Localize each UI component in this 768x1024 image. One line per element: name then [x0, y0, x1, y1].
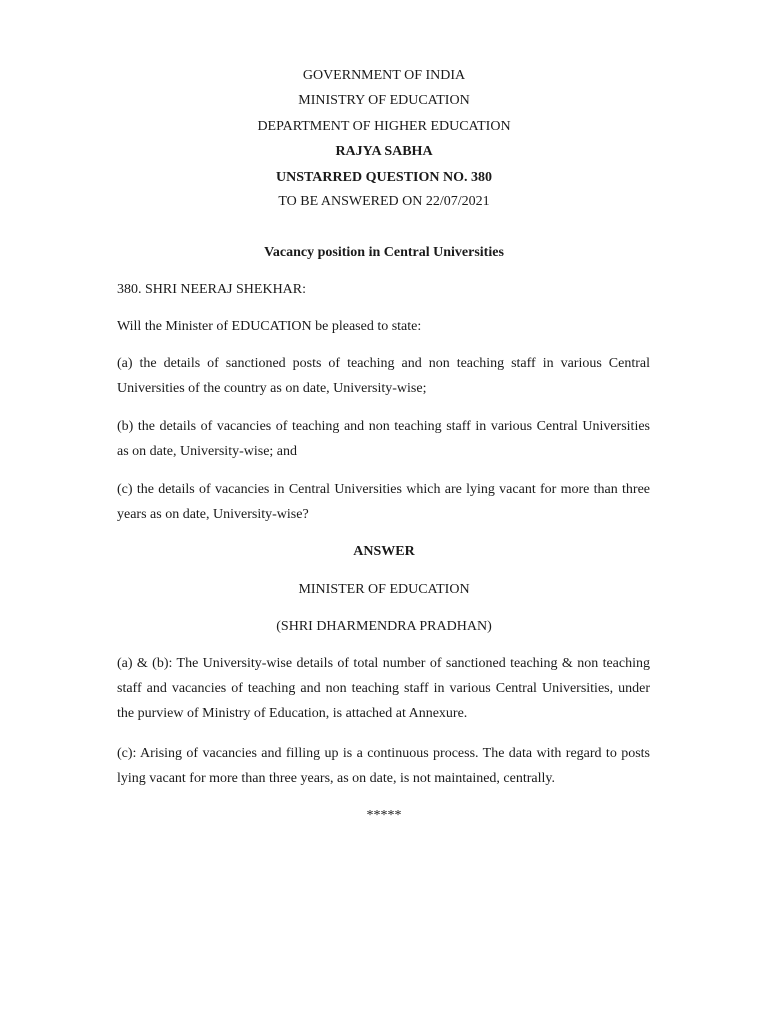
header-government: GOVERNMENT OF INDIA [302, 68, 466, 83]
questioner: 380. SHRI NEERAJ SHEKHAR: [117, 282, 307, 297]
header-department: DEPARTMENT OF HIGHER EDUCATION [257, 119, 511, 134]
question-b: (b) the details of vacancies of teaching and non teaching staff in various Central Universities as on date, University-wise; and [117, 419, 650, 459]
minister-name: (SHRI DHARMENDRA PRADHAN) [276, 619, 492, 634]
answer-c: (c): Arising of vacancies and filling up is a continuous process. The data with regard to posts lying vacant for more than three years, as on date, is not maintained, centrally. [117, 746, 650, 786]
end-mark: ***** [366, 808, 402, 823]
answer-heading: ANSWER [353, 544, 415, 559]
minister-title: MINISTER OF EDUCATION [298, 582, 470, 597]
question-c: (c) the details of vacancies in Central Universities which are lying vacant for more than three years as on date, University-wise? [117, 482, 650, 522]
answer-ab: (a) & (b): The University-wise details of total number of sanctioned teaching & non teaching staff and vacancies of teaching and non teaching staff in various Central Universities, under the purview of Ministry of Education, is attached at Annexure. [117, 656, 650, 721]
header-answer-date: TO BE ANSWERED ON 22/07/2021 [278, 194, 490, 209]
subject-title: Vacancy position in Central Universities [264, 245, 504, 260]
question-a: (a) the details of sanctioned posts of teaching and non teaching staff in various Central Universities of the country as on date, University-wise; [117, 356, 650, 396]
question-intro: Will the Minister of EDUCATION be pleased to state: [117, 319, 422, 334]
header-house: RAJYA SABHA [335, 144, 433, 159]
header-question-number: UNSTARRED QUESTION NO. 380 [276, 170, 492, 185]
header-ministry: MINISTRY OF EDUCATION [298, 93, 470, 108]
